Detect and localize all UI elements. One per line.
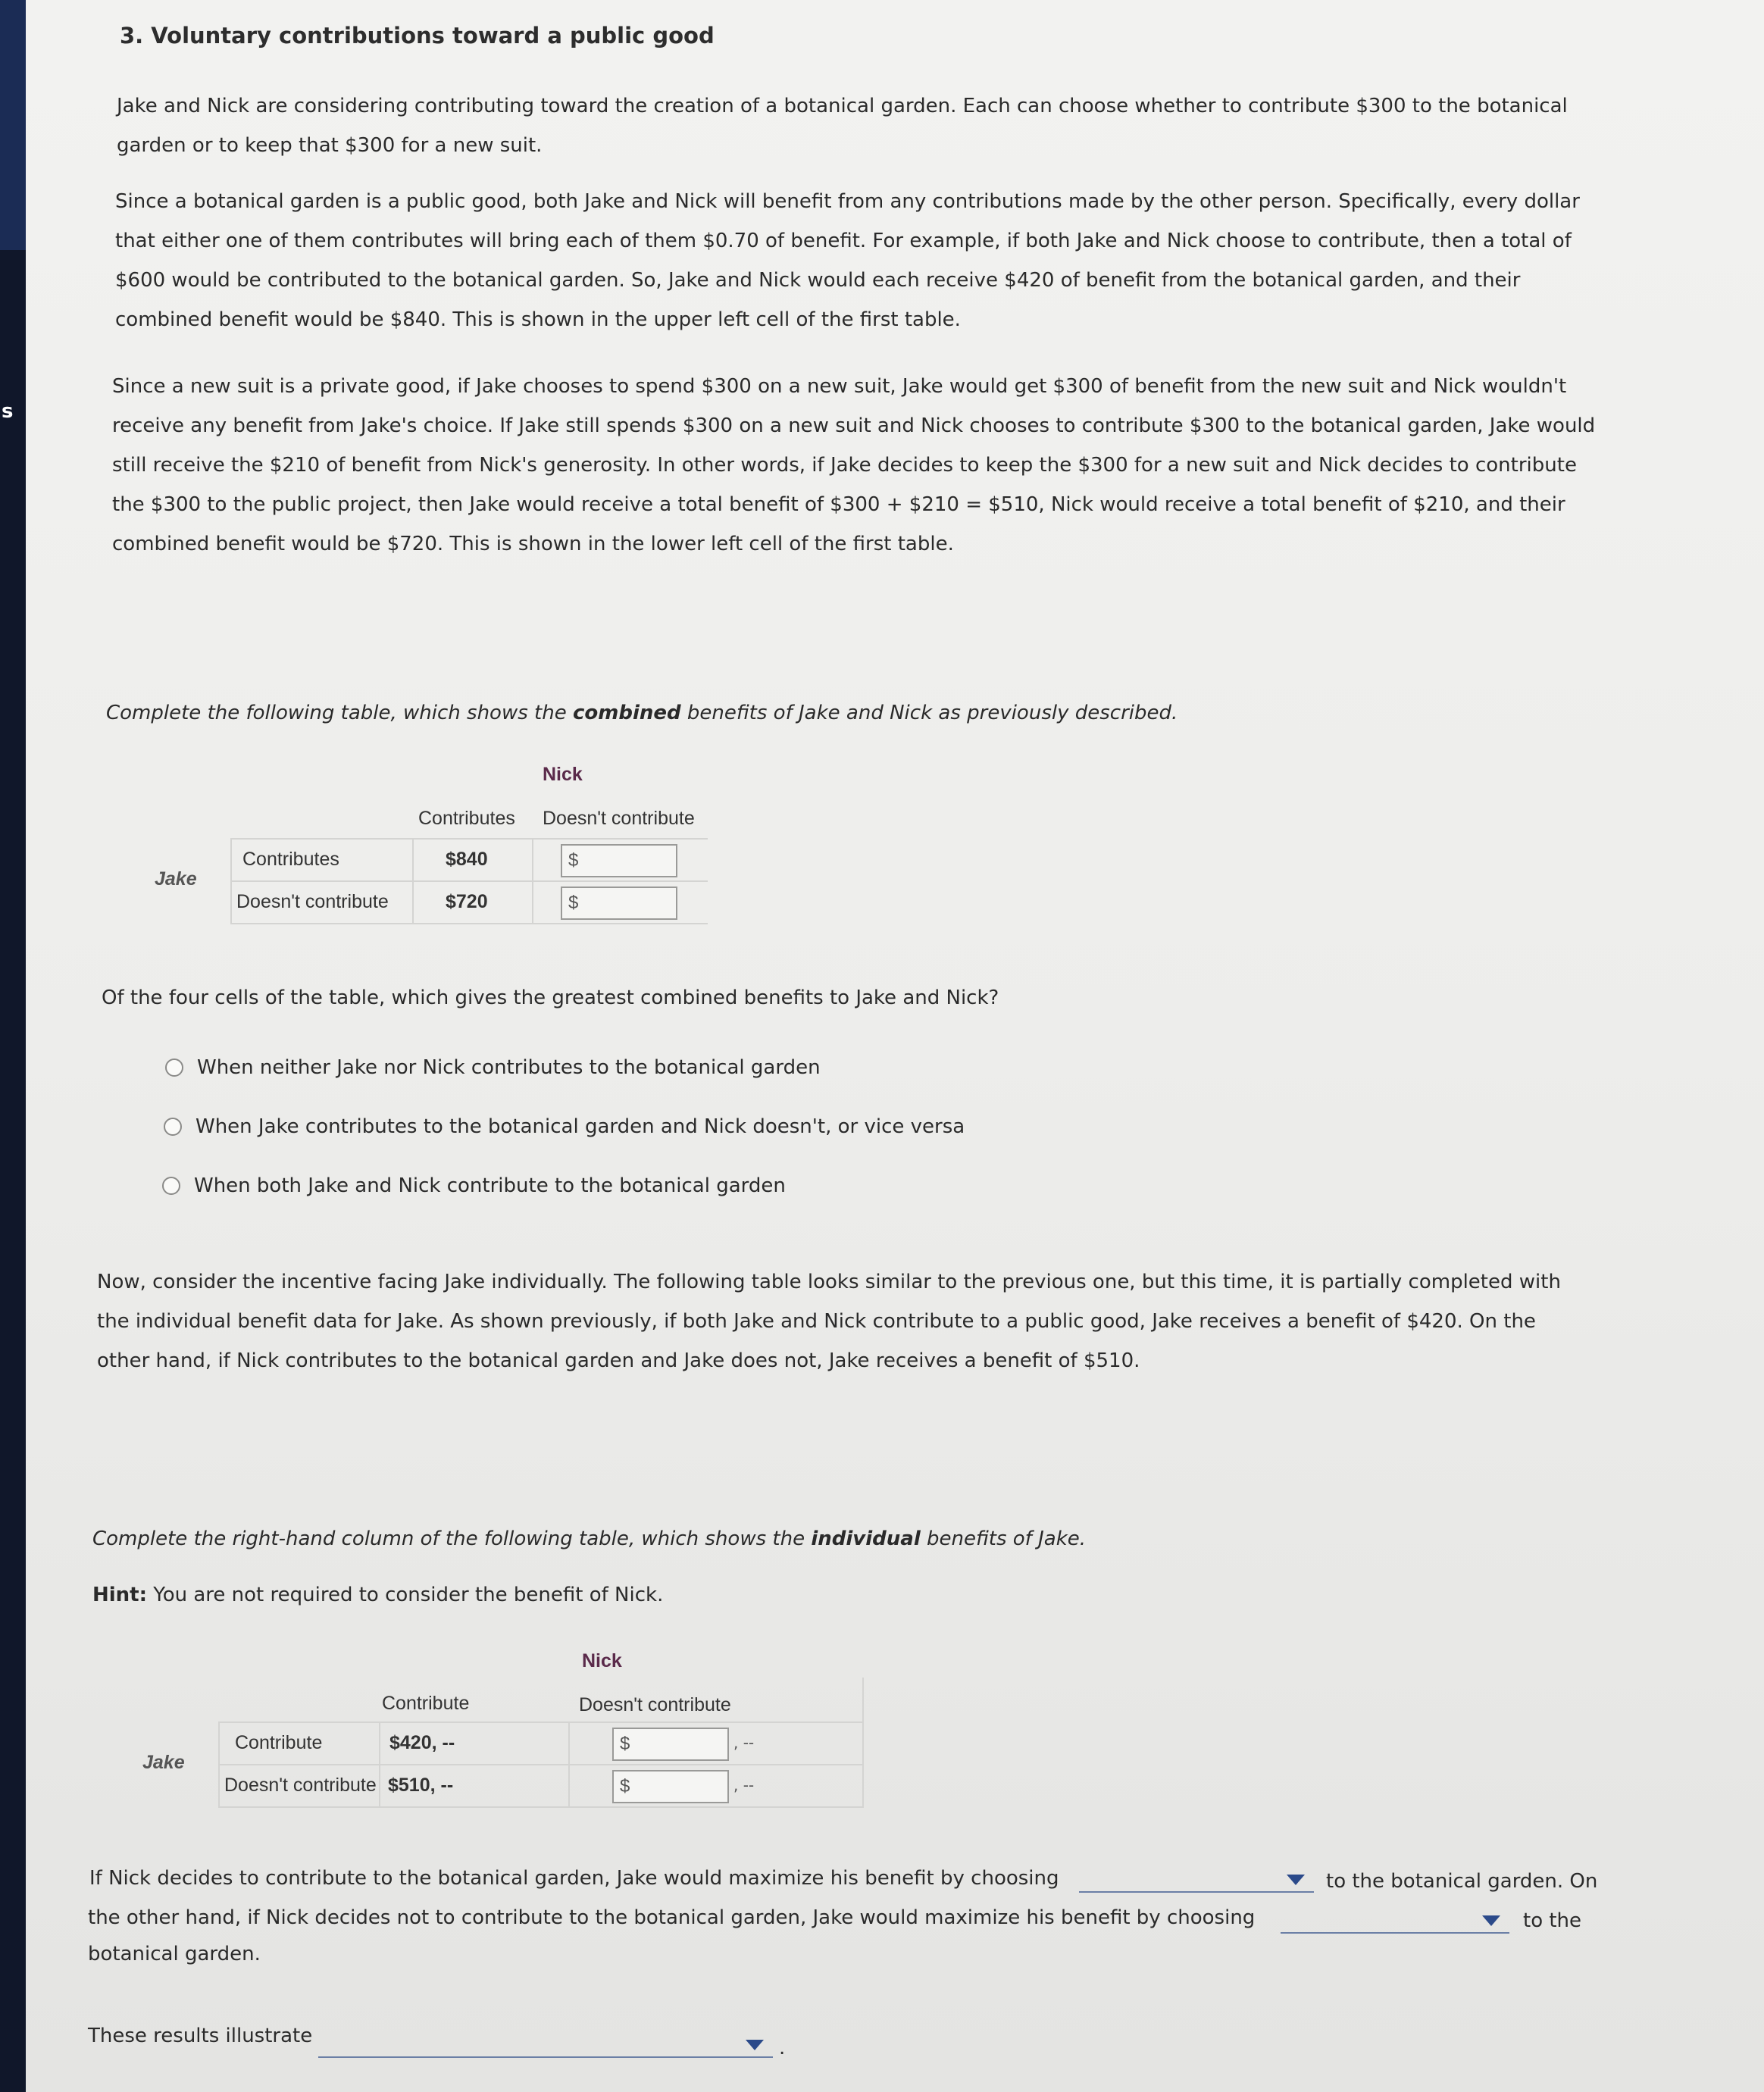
para-line: combined benefit would be $840. This is shown in the upper left cell of the first table. [115,308,961,331]
option-label: When Jake contributes to the botanical garden and Nick doesn't, or vice versa [195,1115,965,1138]
option-label: When neither Jake nor Nick contributes to the botanical garden [197,1056,821,1079]
table2-cell-jake-doesnt-nick-contributes: $510, -- [388,1775,454,1796]
table1-input-neither-contributes[interactable]: $ [561,887,677,920]
table2-row-player: Jake [142,1752,185,1773]
table2-instruction: Complete the right-hand column of the following table, which shows the individual benefits of Jake. [92,1528,1087,1550]
option-label: When both Jake and Nick contribute to the botanical garden [194,1174,786,1197]
table1-grid-line [412,838,414,924]
para-line: combined benefit would be $720. This is shown in the lower left cell of the first table. [112,533,954,555]
jake-choice-if-nick-contributes-dropdown[interactable] [1079,1865,1314,1893]
table2-grid-line [218,1764,862,1765]
para-line: receive any benefit from Jake's choice. If Jake still spends $300 on a new suit and Nick chooses to contribute $300 to the botanical garden, Jake would [112,414,1596,437]
incentive-paragraph [97,1262,1688,1381]
table1-cell-both-contribute: $840 [446,849,488,870]
para-line: $600 would be contributed to the botanical garden. So, Jake and Nick would each receive $420 of benefit from the botanical garden, and their [115,269,1521,292]
table2-grid-line [218,1806,862,1808]
question2-line2-text: the other hand, if Nick decides not to contribute to the botanical garden, Jake would maximize his benefit by choosing [88,1906,1256,1929]
results-illustrate-dropdown[interactable] [318,2031,773,2058]
chevron-down-icon [1482,1915,1500,1926]
table1-col-player: Nick [543,764,583,785]
para-line: other hand, if Nick contributes to the botanical garden and Jake does not, Jake receives a benefit of $510. [97,1349,1140,1372]
para-line: the $300 to the public project, then Jake would receive a total benefit of $300 + $210 = $510, Nick would receive a total benefit of $210, and their [112,493,1565,516]
table1-col-header-contributes: Contributes [418,808,515,829]
question3-period: . [779,2037,786,2059]
table2-input-suffix: , -- [733,1734,755,1752]
table2-grid-line [218,1721,862,1723]
option-neither-contributes[interactable] [165,1056,821,1079]
table2-input-neither-contributes[interactable]: $ [612,1770,729,1803]
radio-button[interactable] [164,1118,182,1136]
table1-grid-line [230,838,708,840]
question2-line1-text: If Nick decides to contribute to the botanical garden, Jake would maximize his benefit by choosing [89,1867,1059,1890]
table1-input-jake-contributes-nick-doesnt[interactable]: $ [561,844,677,877]
table1-row-header-contributes: Contributes [242,849,339,870]
table1-grid-line [532,838,533,924]
table2-grid-line [218,1721,220,1808]
table1-grid-line [230,923,708,924]
jake-choice-if-nick-doesnt-dropdown[interactable] [1281,1906,1509,1934]
table2-grid-line [862,1678,864,1808]
table2-grid-line [568,1721,570,1808]
table1-row-player: Jake [155,868,197,890]
table1-grid-line [230,880,708,882]
para-line: that either one of them contributes will bring each of them $0.70 of benefit. For example, if both Jake and Nick choose to contribute, then a total of [115,230,1572,252]
table1-col-header-doesnt: Doesn't contribute [543,808,695,829]
para-line: Jake and Nick are considering contributing toward the creation of a botanical garden. Each can choose whether to contribute $300 to the botanical [117,95,1568,117]
table2-row-header-contribute: Contribute [235,1732,323,1753]
question-page [26,0,1764,2092]
table2-row-header-doesnt: Doesn't contribute [224,1775,377,1796]
table1-cell-jake-doesnt-nick-contributes: $720 [446,891,488,912]
public-good-paragraph [115,182,1631,339]
option-one-contributes[interactable] [164,1115,965,1138]
table1-row-header-doesnt: Doesn't contribute [236,891,389,912]
para-line: the individual benefit data for Jake. As shown previously, if both Jake and Nick contribute to a public good, Jake receives a benefit of $420. On the [97,1310,1536,1333]
table2-cell-both-contribute: $420, -- [389,1732,455,1753]
table2-col-player: Nick [582,1650,622,1671]
sidebar-letter: s [2,400,14,423]
table2-col-header-doesnt: Doesn't contribute [579,1694,731,1715]
table2-hint: Hint: You are not required to consider the benefit of Nick. [92,1584,664,1606]
intro-paragraph [117,86,1632,165]
table1-grid-line [230,838,232,924]
table2-col-header-contribute: Contribute [382,1693,470,1714]
para-line: garden or to keep that $300 for a new suit. [117,134,543,157]
para-line: still receive the $210 of benefit from Nick's generosity. In other words, if Jake decides to keep the $300 for a new suit and Nick decides to contribute [112,454,1577,477]
question-title: 3. Voluntary contributions toward a public good [120,23,715,48]
private-good-paragraph [112,367,1688,564]
question1-prompt: Of the four cells of the table, which gives the greatest combined benefits to Jake and Nick? [102,987,999,1009]
option-both-contribute[interactable] [162,1174,786,1197]
radio-button[interactable] [162,1177,180,1195]
chevron-down-icon [746,2040,764,2050]
table2-grid-line [379,1721,380,1808]
para-line: Since a botanical garden is a public good, both Jake and Nick will benefit from any contributions made by the other person. Specifically, every dollar [115,190,1580,213]
question3-text: These results illustrate [88,2025,313,2047]
left-sidebar [0,0,26,2092]
combined-benefits-table [124,758,715,932]
sidebar-top-strip [0,0,26,250]
question2-line2-end: to the [1523,1909,1582,1932]
radio-button[interactable] [165,1059,183,1077]
table2-input-suffix: , -- [733,1776,755,1794]
table2-input-jake-contributes-nick-doesnt[interactable]: $ [612,1728,729,1761]
table1-instruction: Complete the following table, which shows the combined benefits of Jake and Nick as previously described. [106,702,1178,724]
question2-line3: botanical garden. [88,1943,261,1965]
para-line: Since a new suit is a private good, if Jake chooses to spend $300 on a new suit, Jake would get $300 of benefit from the new suit and Nick wouldn't [112,375,1567,398]
question2-line1-end: to the botanical garden. On [1326,1870,1598,1893]
individual-benefits-table [109,1644,867,1818]
para-line: Now, consider the incentive facing Jake individually. The following table looks similar to the previous one, but this time, it is partially completed with [97,1271,1561,1293]
chevron-down-icon [1287,1875,1305,1885]
